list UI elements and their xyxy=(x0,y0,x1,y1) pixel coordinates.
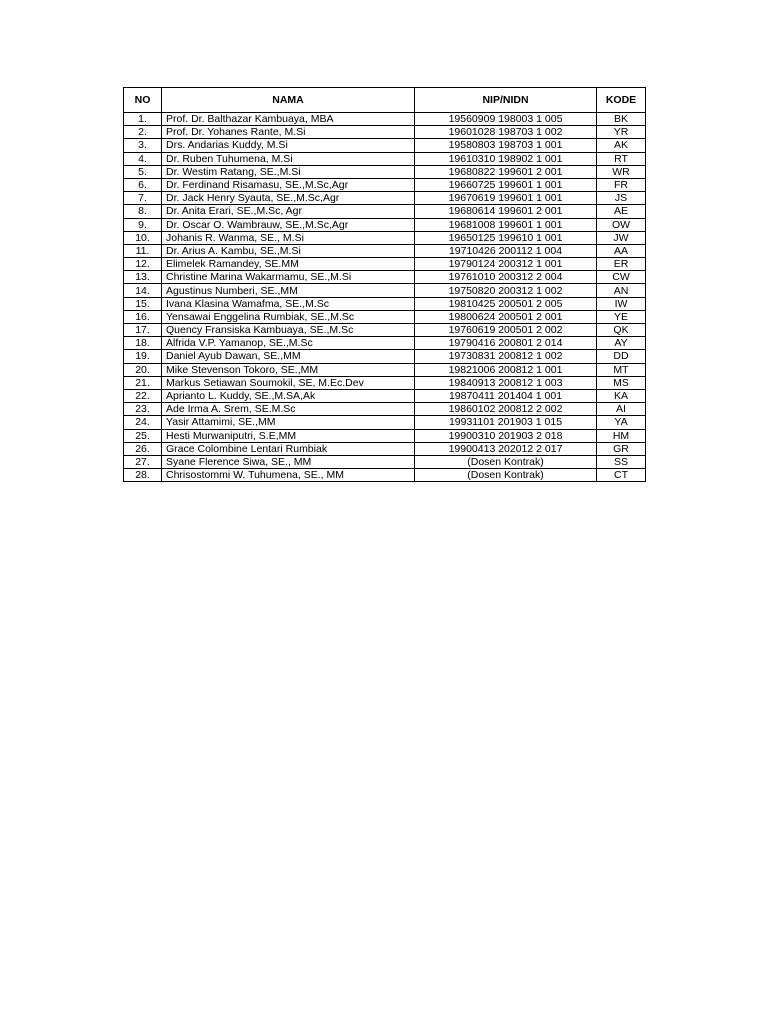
table-row xyxy=(124,363,646,376)
row-nip: 19650125 199610 1 001 xyxy=(415,231,597,244)
table-row xyxy=(124,178,646,191)
row-number: 13. xyxy=(124,271,162,284)
row-code: SS xyxy=(597,455,646,468)
row-name: Quency Fransiska Kambuaya, SE.,M.Sc xyxy=(162,324,415,337)
row-code: AY xyxy=(597,337,646,350)
row-code: CT xyxy=(597,469,646,482)
table-row xyxy=(124,350,646,363)
row-name: Grace Colombine Lentari Rumbiak xyxy=(162,442,415,455)
row-name: Dr. Arius A. Kambu, SE.,M.Si xyxy=(162,244,415,257)
table-row xyxy=(124,258,646,271)
row-name: Dr. Jack Henry Syauta, SE.,M.Sc,Agr xyxy=(162,192,415,205)
row-code: OW xyxy=(597,218,646,231)
row-code: DD xyxy=(597,350,646,363)
row-name: Christine Marina Wakarmamu, SE.,M.Si xyxy=(162,271,415,284)
row-name: Prof. Dr. Balthazar Kambuaya, MBA xyxy=(162,113,415,126)
row-name: Mike Stevenson Tokoro, SE.,MM xyxy=(162,363,415,376)
row-nip: 19710426 200112 1 004 xyxy=(415,244,597,257)
row-name: Alfrida V.P. Yamanop, SE.,M.Sc xyxy=(162,337,415,350)
row-number: 6. xyxy=(124,178,162,191)
row-number: 18. xyxy=(124,337,162,350)
table-row xyxy=(124,152,646,165)
table-row xyxy=(124,310,646,323)
table-header-row xyxy=(124,88,646,113)
row-number: 7. xyxy=(124,192,162,205)
header-nama: NAMA xyxy=(162,88,415,113)
row-code: AN xyxy=(597,284,646,297)
table-row xyxy=(124,113,646,126)
header-no: NO xyxy=(124,88,162,113)
table-row xyxy=(124,139,646,152)
row-code: KA xyxy=(597,389,646,402)
row-nip: 19730831 200812 1 002 xyxy=(415,350,597,363)
row-name: Syane Flerence Siwa, SE., MM xyxy=(162,455,415,468)
row-number: 27. xyxy=(124,455,162,468)
row-code: AI xyxy=(597,403,646,416)
table-row xyxy=(124,271,646,284)
row-number: 12. xyxy=(124,258,162,271)
table-row xyxy=(124,337,646,350)
row-name: Yasir Attamimi, SE.,MM xyxy=(162,416,415,429)
row-number: 23. xyxy=(124,403,162,416)
table-body xyxy=(124,113,646,482)
row-nip: 19900310 201903 2 018 xyxy=(415,429,597,442)
row-name: Yensawai Enggelina Rumbiak, SE.,M.Sc xyxy=(162,310,415,323)
row-nip: 19680822 199601 2 001 xyxy=(415,165,597,178)
row-code: CW xyxy=(597,271,646,284)
row-number: 21. xyxy=(124,376,162,389)
row-nip: 19601028 198703 1 002 xyxy=(415,126,597,139)
row-nip: 19610310 198902 1 001 xyxy=(415,152,597,165)
row-nip: 19810425 200501 2 005 xyxy=(415,297,597,310)
table-row xyxy=(124,244,646,257)
row-number: 9. xyxy=(124,218,162,231)
row-nip: 19580803 198703 1 001 xyxy=(415,139,597,152)
table-row xyxy=(124,469,646,482)
table-row xyxy=(124,126,646,139)
row-number: 17. xyxy=(124,324,162,337)
row-nip: 19870411 201404 1 001 xyxy=(415,389,597,402)
row-nip: 19680614 199601 2 001 xyxy=(415,205,597,218)
row-number: 22. xyxy=(124,389,162,402)
table-row xyxy=(124,376,646,389)
row-name: Ivana Klasina Wamafma, SE.,M.Sc xyxy=(162,297,415,310)
table-row xyxy=(124,284,646,297)
row-number: 14. xyxy=(124,284,162,297)
row-code: AA xyxy=(597,244,646,257)
row-number: 5. xyxy=(124,165,162,178)
row-name: Elimelek Ramandey, SE.MM xyxy=(162,258,415,271)
table-row xyxy=(124,416,646,429)
row-nip: 19660725 199601 1 001 xyxy=(415,178,597,191)
row-number: 24. xyxy=(124,416,162,429)
row-number: 26. xyxy=(124,442,162,455)
row-number: 20. xyxy=(124,363,162,376)
row-name: Johanis R. Wanma, SE., M.Si xyxy=(162,231,415,244)
row-name: Prof. Dr. Yohanes Rante, M.Si xyxy=(162,126,415,139)
table-row xyxy=(124,403,646,416)
row-name: Daniel Ayub Dawan, SE.,MM xyxy=(162,350,415,363)
row-nip: 19761010 200312 2 004 xyxy=(415,271,597,284)
row-number: 4. xyxy=(124,152,162,165)
table-row xyxy=(124,192,646,205)
table-row xyxy=(124,389,646,402)
staff-table xyxy=(123,87,646,482)
row-name: Drs. Andarias Kuddy, M.Si xyxy=(162,139,415,152)
row-name: Dr. Ferdinand Risamasu, SE.,M.Sc,Agr xyxy=(162,178,415,191)
row-nip: 19670619 199601 1 001 xyxy=(415,192,597,205)
row-code: BK xyxy=(597,113,646,126)
row-code: JW xyxy=(597,231,646,244)
row-code: AE xyxy=(597,205,646,218)
row-number: 8. xyxy=(124,205,162,218)
row-code: YE xyxy=(597,310,646,323)
row-name: Dr. Ruben Tuhumena, M.Si xyxy=(162,152,415,165)
table-row xyxy=(124,218,646,231)
row-name: Dr. Anita Erari, SE.,M.Sc, Agr xyxy=(162,205,415,218)
row-code: IW xyxy=(597,297,646,310)
row-nip: 19750820 200312 1 002 xyxy=(415,284,597,297)
row-nip: 19560909 198003 1 005 xyxy=(415,113,597,126)
row-nip: 19931101 201903 1 015 xyxy=(415,416,597,429)
row-name: Dr. Westim Ratang, SE.,M.Si xyxy=(162,165,415,178)
table-row xyxy=(124,165,646,178)
row-name: Ade Irma A. Srem, SE.M.Sc xyxy=(162,403,415,416)
row-name: Markus Setiawan Soumokil, SE, M.Ec.Dev xyxy=(162,376,415,389)
row-number: 19. xyxy=(124,350,162,363)
row-nip: 19860102 200812 2 002 xyxy=(415,403,597,416)
row-nip: 19840913 200812 1 003 xyxy=(415,376,597,389)
row-nip: (Dosen Kontrak) xyxy=(415,455,597,468)
table-row xyxy=(124,205,646,218)
row-nip: (Dosen Kontrak) xyxy=(415,469,597,482)
row-code: AK xyxy=(597,139,646,152)
row-code: RT xyxy=(597,152,646,165)
row-number: 1. xyxy=(124,113,162,126)
row-nip: 19790124 200312 1 001 xyxy=(415,258,597,271)
row-code: MS xyxy=(597,376,646,389)
row-nip: 19900413 202012 2 017 xyxy=(415,442,597,455)
row-number: 10. xyxy=(124,231,162,244)
row-number: 28. xyxy=(124,469,162,482)
row-code: ER xyxy=(597,258,646,271)
row-code: FR xyxy=(597,178,646,191)
row-code: YA xyxy=(597,416,646,429)
table-row xyxy=(124,429,646,442)
row-code: YR xyxy=(597,126,646,139)
row-name: Hesti Murwaniputri, S.E,MM xyxy=(162,429,415,442)
row-nip: 19790416 200801 2 014 xyxy=(415,337,597,350)
row-code: GR xyxy=(597,442,646,455)
header-nip: NIP/NIDN xyxy=(415,88,597,113)
row-number: 11. xyxy=(124,244,162,257)
table-row xyxy=(124,231,646,244)
row-code: MT xyxy=(597,363,646,376)
row-number: 15. xyxy=(124,297,162,310)
row-name: Chrisostommi W. Tuhumena, SE., MM xyxy=(162,469,415,482)
table-row xyxy=(124,442,646,455)
table-row xyxy=(124,324,646,337)
row-code: HM xyxy=(597,429,646,442)
row-code: QK xyxy=(597,324,646,337)
table-row xyxy=(124,297,646,310)
row-number: 2. xyxy=(124,126,162,139)
row-number: 16. xyxy=(124,310,162,323)
row-nip: 19821006 200812 1 001 xyxy=(415,363,597,376)
header-kode: KODE xyxy=(597,88,646,113)
table-row xyxy=(124,455,646,468)
row-name: Agustinus Numberi, SE.,MM xyxy=(162,284,415,297)
row-number: 3. xyxy=(124,139,162,152)
row-number: 25. xyxy=(124,429,162,442)
row-name: Dr. Oscar O. Wambrauw, SE.,M.Sc,Agr xyxy=(162,218,415,231)
row-nip: 19760619 200501 2 002 xyxy=(415,324,597,337)
row-name: Aprianto L. Kuddy, SE.,M.SA,Ak xyxy=(162,389,415,402)
row-code: JS xyxy=(597,192,646,205)
row-nip: 19800624 200501 2 001 xyxy=(415,310,597,323)
row-nip: 19681008 199601 1 001 xyxy=(415,218,597,231)
row-code: WR xyxy=(597,165,646,178)
